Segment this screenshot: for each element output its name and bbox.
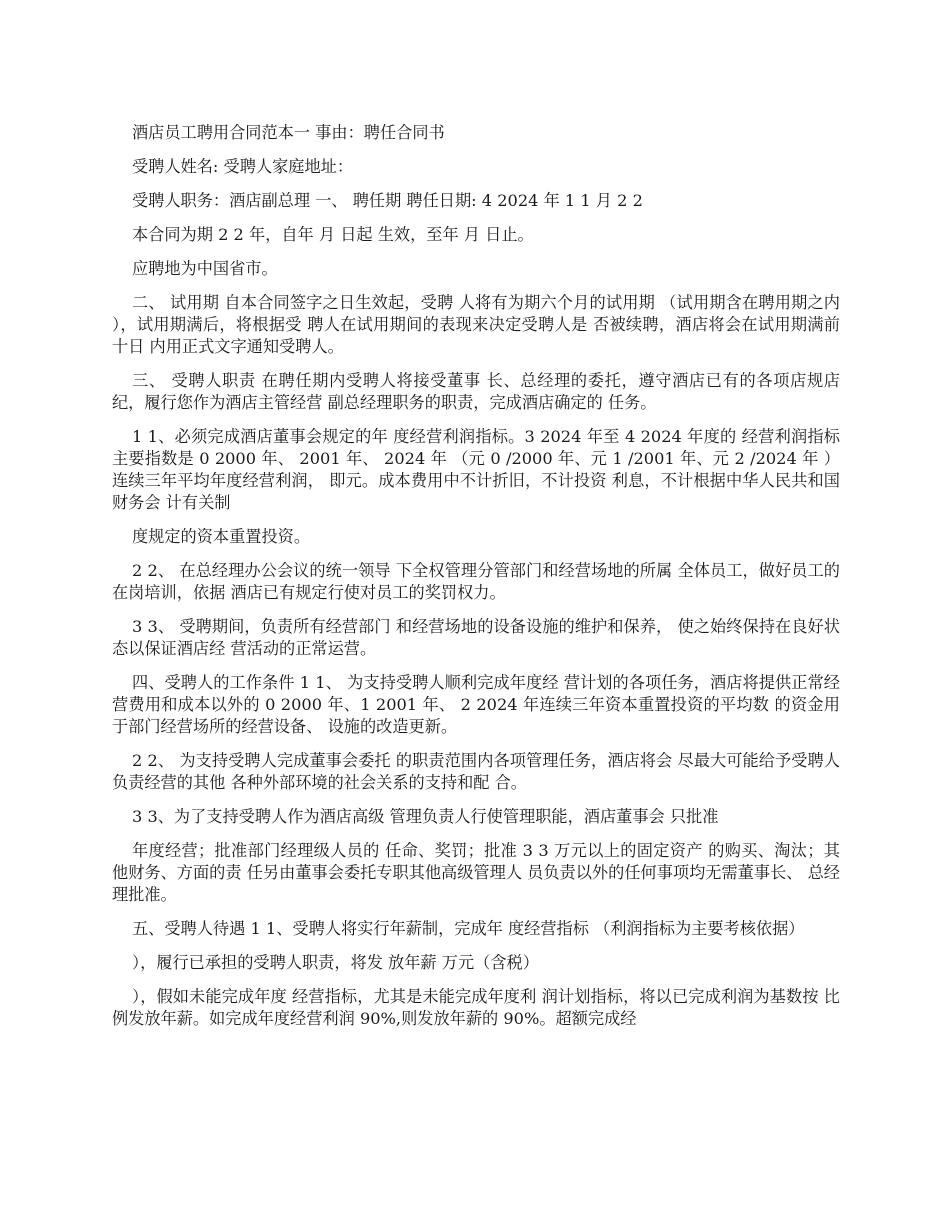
section-probation: 二、 试用期 自本合同签字之日生效起，受聘 人将有为期六个月的试用期 （试用期含在聘用期之内 ），试用期满后，将根据受 聘人在试用期间的表现来决定受聘人是 否被续聘，酒店将会在试用期满前十日 内用正式文字通知受聘人。 bbox=[112, 293, 840, 356]
duty-item-1-continued: 度规定的资本重置投资。 bbox=[132, 527, 311, 546]
title-line: 酒店员工聘用合同范本一 事由：聘任合同书 bbox=[132, 123, 445, 142]
employee-name-line: 受聘人姓名: 受聘人家庭地址： bbox=[132, 157, 354, 176]
section-work-conditions: 四、受聘人的工作条件 1 1、 为支持受聘人顺利完成年度经 营计划的各项任务，酒店将提供正常经 营费用和成本以外的 0 2000 年、1 2001 年、 2 2024 年连续三年资本重置投资的平均数 的资金用于部门经营场所的经营设备、 设施的改造更新。 bbox=[112, 673, 840, 736]
condition-item-3: 3 3、为了支持受聘人作为酒店高级 管理负责人行使管理职能，酒店董事会 只批准 bbox=[132, 807, 719, 826]
section-compensation: 五、受聘人待遇 1 1、受聘人将实行年薪制，完成年 度经营指标 （利润指标为主要考核依据） bbox=[132, 919, 805, 938]
section-duties: 三、 受聘人职责 在聘任期内受聘人将接受董事 长、总经理的委托，遵守酒店已有的各项店规店纪，履行您作为酒店主管经营 副总经理职务的职责，完成酒店确定的 任务。 bbox=[112, 371, 840, 412]
employee-position-line: 受聘人职务：酒店副总理 一、 聘任期 聘任日期: 4 2024 年 1 1 月 2 2 bbox=[132, 191, 643, 210]
compensation-salary-line: ），履行已承担的受聘人职责，将发 放年薪 万元（含税） bbox=[132, 953, 539, 972]
contract-term-line: 本合同为期 2 2 年，自年 月 日起 生效，至年 月 日止。 bbox=[132, 225, 534, 244]
condition-item-2: 2 2、 为支持受聘人完成董事会委托 的职责范围内各项管理任务，酒店将会 尽最大可能给予受聘人负责经营的其他 各种外部环境的社会关系的支持和配 合。 bbox=[112, 751, 840, 792]
condition-item-3-continued: 年度经营；批准部门经理级人员的 任命、奖罚；批准 3 3 万元以上的固定资产 的购买、淘汰；其他财务、方面的责 任另由董事会委托专职其他高级管理人 员负责以外的任何事项均无需董事长、 总经理批准。 bbox=[112, 841, 840, 904]
duty-item-3: 3 3、 受聘期间，负责所有经营部门 和经营场地的设备设施的维护和保养， 使之始终保持在良好状态以保证酒店经 营活动的正常运营。 bbox=[112, 617, 840, 658]
contract-document bbox=[112, 122, 840, 1042]
work-location-line: 应聘地为中国省市。 bbox=[132, 259, 278, 278]
duty-item-1: 1 1、必须完成酒店董事会规定的年 度经营利润指标。3 2024 年至 4 2024 年度的 经营利润指标主要指数是 0 2000 年、 2001 年、 2024 年 （元 0 /2000 年、元 1 /2001 年、元 2 /2024 年 ）连续三年平均年度经营利润， 即元。成本费用中不计折旧，不计投资 利息，不计根据中华人民共和国财务会 计有关制 bbox=[112, 427, 840, 512]
duty-item-2: 2 2、 在总经理办公会议的统一领导 下全权管理分管部门和经营场地的所属 全体员工，做好员工的在岗培训，依据 酒店已有规定行使对员工的奖罚权力。 bbox=[112, 561, 840, 602]
compensation-proration-line: ），假如未能完成年度 经营指标，尤其是未能完成年度利 润计划指标，将以已完成利润为基数按 比例发放年薪。如完成年度经营利润 90%,则发放年薪的 90%。超额完成经 bbox=[112, 987, 840, 1028]
